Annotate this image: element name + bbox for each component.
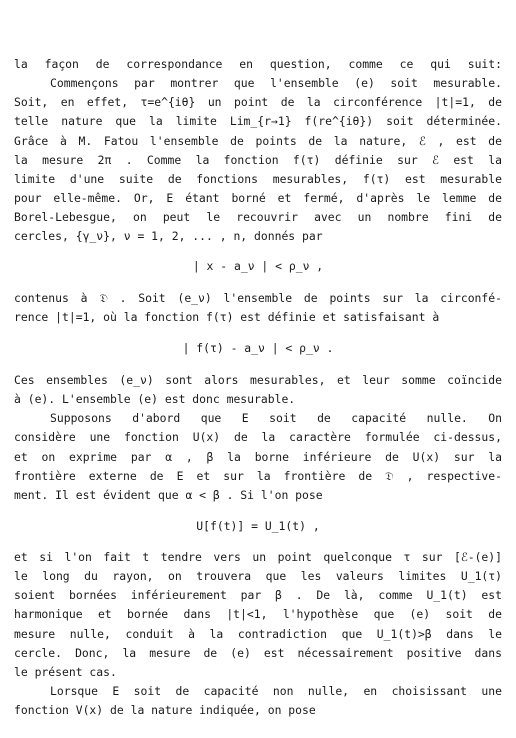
text-line: rence |t|=1, où la fonction f(τ) est définie et satisfaisant à xyxy=(14,310,440,324)
text-line: contenus à 𝔇 . Soit (e_ν) l'ensemble de points sur la circonfé- xyxy=(14,291,502,305)
text-line: la façon de correspondance en question, comme ce qui suit: xyxy=(14,57,502,71)
display-equation: | f(τ) - a_ν | < ρ_ν . xyxy=(182,341,334,355)
display-equation: | x - a_ν | < ρ_ν , xyxy=(192,259,324,273)
text-line: fonction V(x) de la nature indiquée, on pose xyxy=(14,703,316,717)
text-line: cercle. Donc, la mesure de (e) est nécessairement positive dans xyxy=(14,646,502,660)
paragraph-start-line: Commençons par montrer que l'ensemble (e) soit mesurable. xyxy=(50,76,502,90)
text-line: Ces ensembles (e_ν) sont alors mesurables, et leur somme coïncide xyxy=(14,373,502,387)
text-line: Borel-Lebesgue, on peut le recouvrir avec un nombre fini de xyxy=(14,210,502,224)
text-line: le présent cas. xyxy=(14,665,117,679)
text-line: la mesure 2π . Comme la fonction f(τ) définie sur ℰ est la xyxy=(14,153,502,167)
text-line: harmonique et bornée dans |t|<1, l'hypothèse que (e) soit de xyxy=(14,607,502,621)
text-line: ment. Il est évident que α < β . Si l'on pose xyxy=(14,488,323,502)
text-line: considère une fonction U(x) de la caractère formulée ci-dessus, xyxy=(14,430,502,444)
text-line: soient bornées inférieurement par β . De là, comme U_1(t) est xyxy=(14,588,502,602)
text-line: mesure nulle, conduit à la contradiction que U_1(t)>β dans le xyxy=(14,627,502,641)
text-line: telle nature que la limite Lim_{r→1} f(re^{iθ}) soit déterminée. xyxy=(14,114,502,128)
text-line: limite d'une suite de fonctions mesurables, f(τ) est mesurable xyxy=(14,172,502,186)
text-line: et si l'on fait t tendre vers un point quelconque τ sur [ℰ-(e)] xyxy=(14,550,502,564)
text-line: à (e). L'ensemble (e) est donc mesurable. xyxy=(14,392,296,406)
text-line: frontière externe de E et sur la frontière de 𝔇 , respective- xyxy=(14,469,502,483)
display-equation: U[f(t)] = U_1(t) , xyxy=(196,519,320,533)
text-line: et on exprime par α , β la borne inférieure de U(x) sur la xyxy=(14,450,502,464)
paragraph-start-line: Lorsque E soit de capacité non nulle, en choisissant une xyxy=(50,684,502,698)
paragraph-start-line: Supposons d'abord que E soit de capacité nulle. On xyxy=(50,411,502,425)
text-line: le long du rayon, on trouvera que les valeurs limites U_1(τ) xyxy=(14,569,502,583)
text-line: Grâce à M. Fatou l'ensemble de points de la nature, ℰ , est de xyxy=(14,134,502,148)
text-line: pour elle-même. Or, E étant borné et fermé, d'après le lemme de xyxy=(14,191,502,205)
text-line: cercles, {γ_ν}, ν = 1, 2, ... , n, donnés par xyxy=(14,229,323,243)
text-line: Soit, en effet, τ=e^{iθ} un point de la circonférence |t|=1, de xyxy=(14,95,502,109)
